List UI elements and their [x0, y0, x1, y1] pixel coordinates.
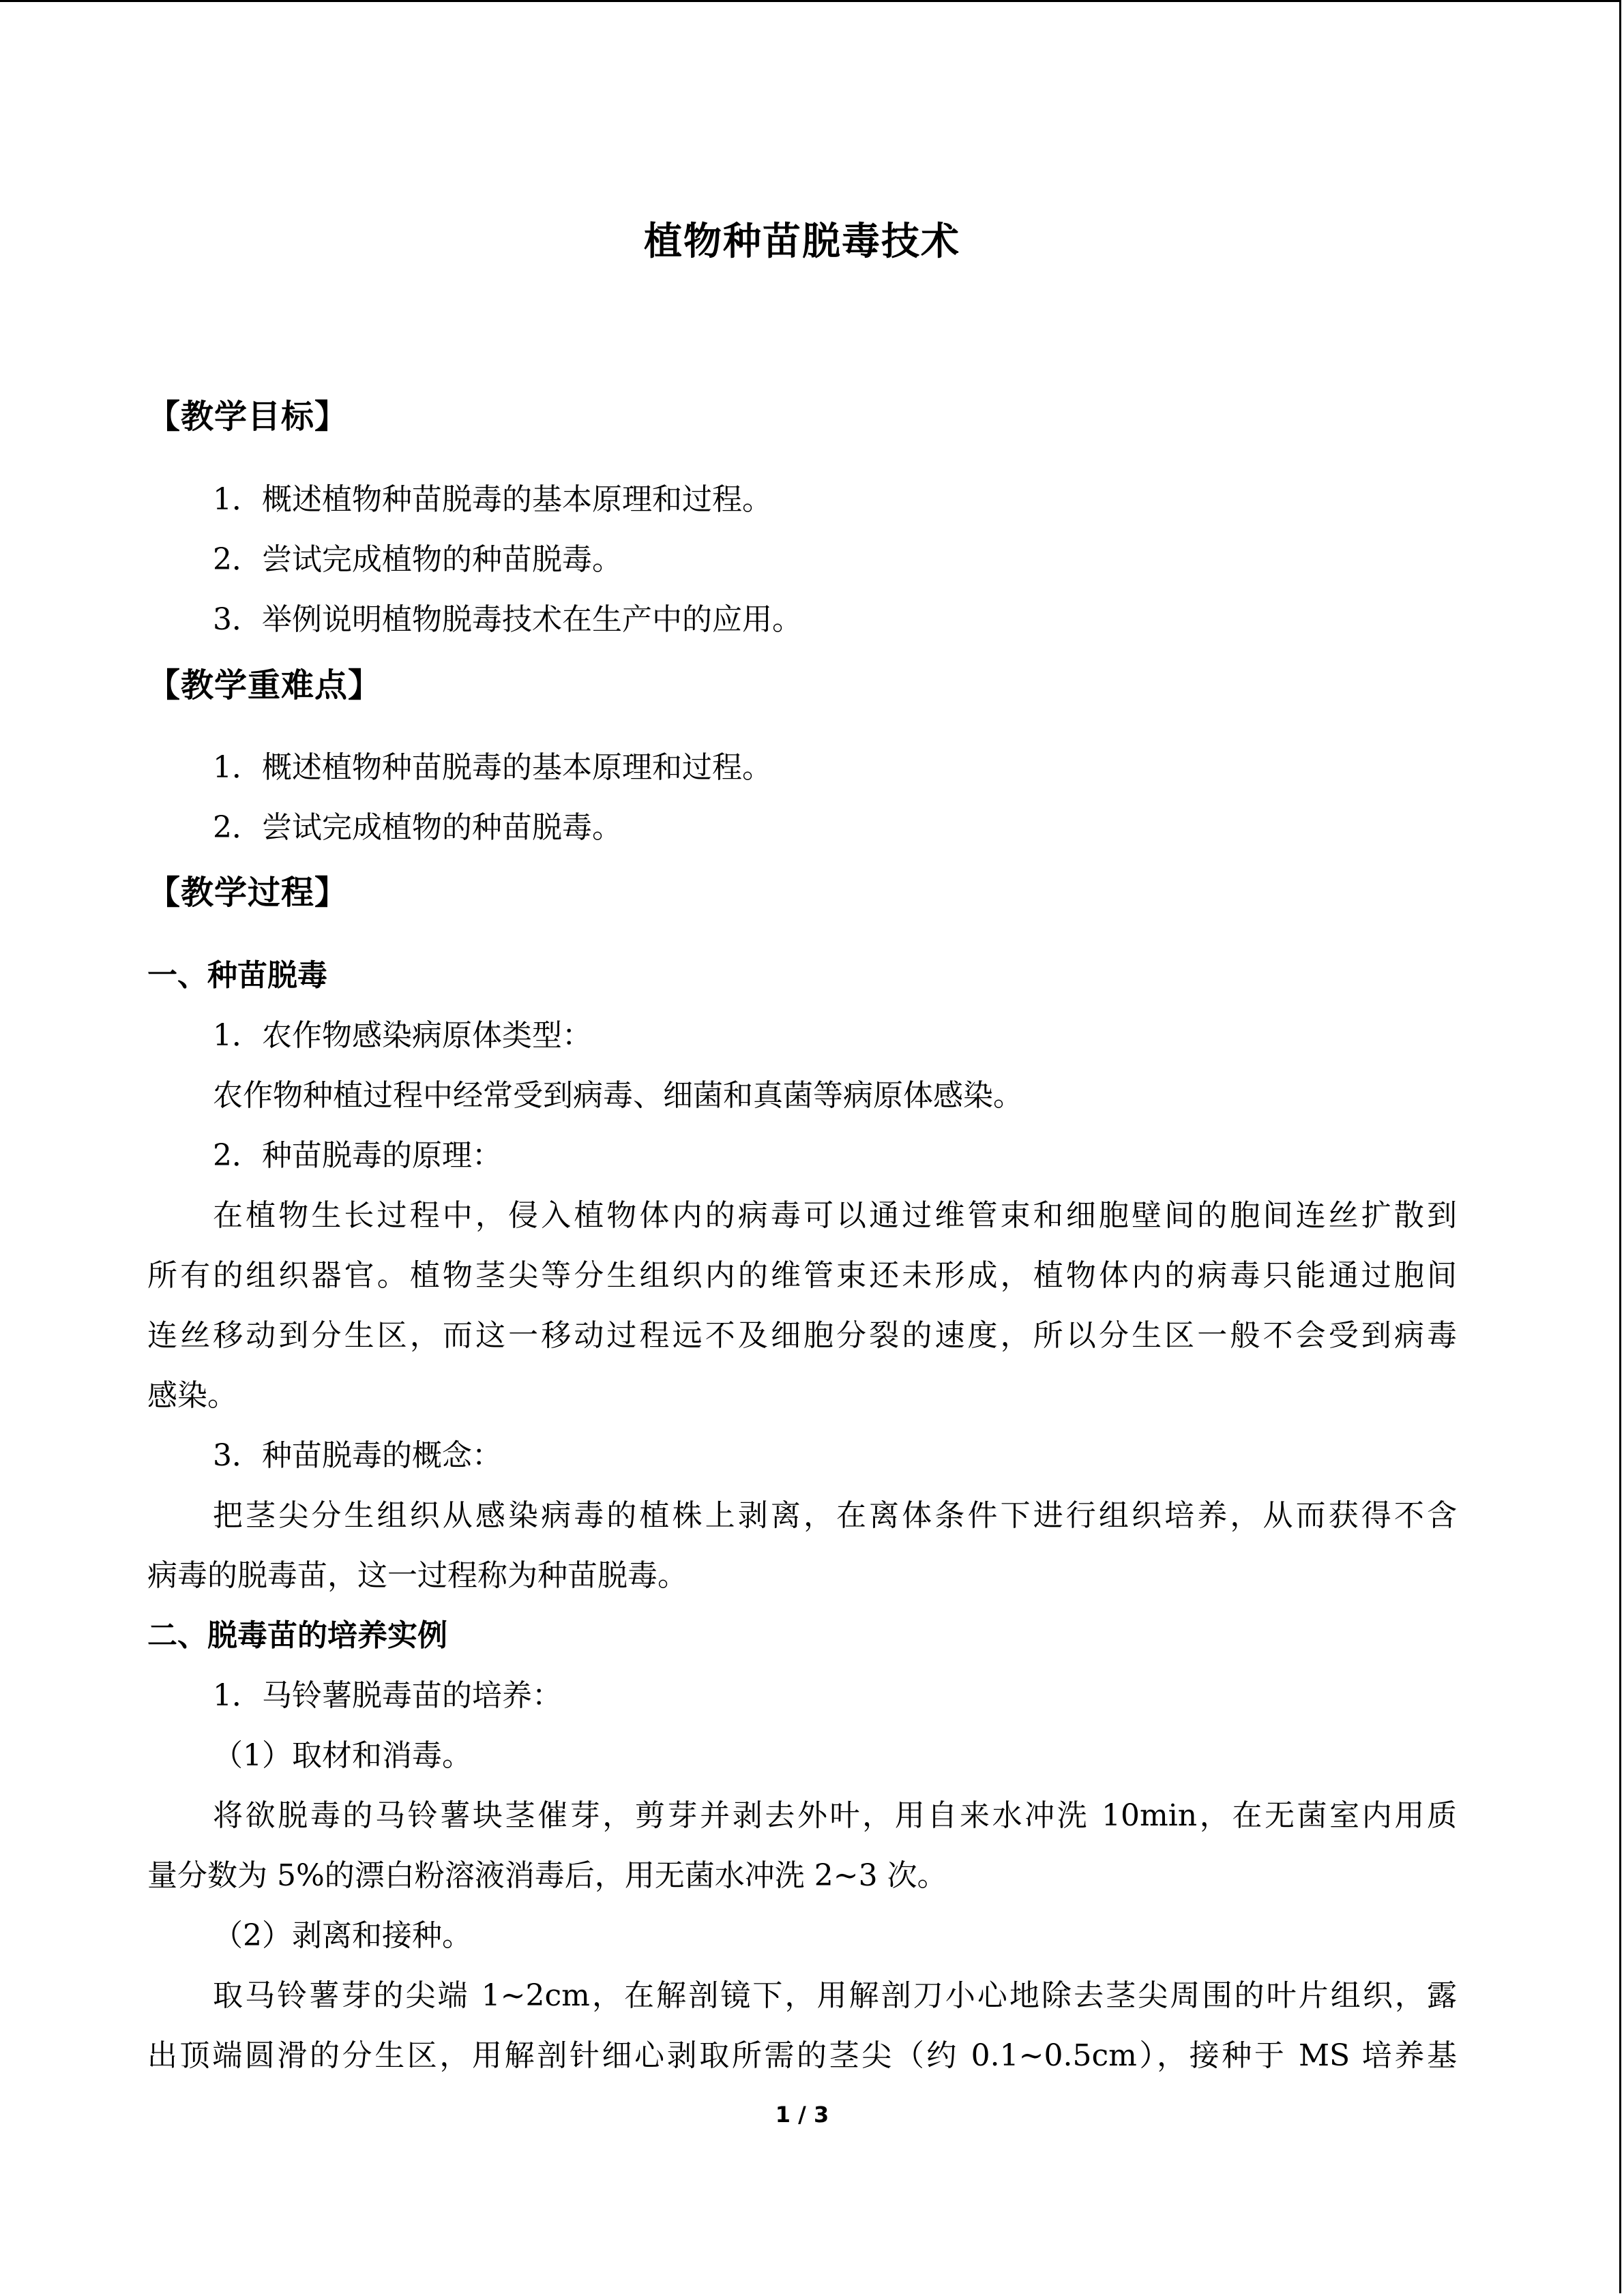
- objective-item: 1．概述植物种苗脱毒的基本原理和过程。: [213, 482, 772, 517]
- key-point-item: 1．概述植物种苗脱毒的基本原理和过程。: [213, 750, 772, 785]
- objective-item: 2．尝试完成植物的种苗脱毒。: [213, 542, 622, 577]
- part2-p1-title: 1．马铃薯脱毒苗的培养：: [213, 1678, 562, 1713]
- step2-title: （2）剥离和接种。: [213, 1918, 472, 1953]
- part1-heading: 一、种苗脱毒: [147, 958, 327, 993]
- step1-title: （1）取材和消毒。: [213, 1738, 472, 1773]
- paragraph-line: 在植物生长过程中，侵入植物体内的病毒可以通过维管束和细胞壁间的胞间连丝扩散到: [213, 1198, 1457, 1233]
- paragraph-line: 连丝移动到分生区，而这一移动过程远不及细胞分裂的速度，所以分生区一般不会受到病毒: [147, 1318, 1457, 1353]
- paragraph-line: 把茎尖分生组织从感染病毒的植株上剥离，在离体条件下进行组织培养，从而获得不含: [213, 1498, 1457, 1533]
- paragraph-line: 量分数为 5%的漂白粉溶液消毒后，用无菌水冲洗 2~3 次。: [147, 1858, 947, 1893]
- document-title: 植物种苗脱毒技术: [644, 220, 960, 264]
- part1-p1-text: 农作物种植过程中经常受到病毒、细菌和真菌等病原体感染。: [213, 1078, 1023, 1113]
- paragraph-line: 取马铃薯芽的尖端 1~2cm，在解剖镜下，用解剖刀小心地除去茎尖周围的叶片组织，露: [213, 1978, 1457, 2013]
- part2-heading: 二、脱毒苗的培养实例: [147, 1618, 447, 1653]
- page-number: 1 / 3: [775, 2102, 829, 2128]
- paragraph-line: 所有的组织器官。植物茎尖等分生组织内的维管束还未形成，植物体内的病毒只能通过胞间: [147, 1258, 1457, 1293]
- paragraph-line: 出顶端圆滑的分生区，用解剖针细心剥取所需的茎尖（约 0.1~0.5cm），接种于 MS 培养基: [147, 2038, 1457, 2073]
- document-page: [147, 0, 1457, 2296]
- part1-p3-title: 3．种苗脱毒的概念：: [213, 1438, 502, 1473]
- paragraph-line: 病毒的脱毒苗，这一过程称为种苗脱毒。: [147, 1558, 688, 1593]
- part1-p2-title: 2．种苗脱毒的原理：: [213, 1138, 502, 1173]
- objective-item: 3．举例说明植物脱毒技术在生产中的应用。: [213, 602, 802, 637]
- objectives-heading: 【教学目标】: [147, 398, 349, 436]
- part1-p1-title: 1．农作物感染病原体类型：: [213, 1018, 592, 1053]
- key-point-item: 2．尝试完成植物的种苗脱毒。: [213, 810, 622, 845]
- paragraph-line: 将欲脱毒的马铃薯块茎催芽，剪芽并剥去外叶，用自来水冲洗 10min，在无菌室内用质: [213, 1798, 1457, 1833]
- paragraph-line: 感染。: [147, 1378, 237, 1413]
- process-heading: 【教学过程】: [147, 874, 349, 912]
- key-points-heading: 【教学重难点】: [147, 666, 382, 704]
